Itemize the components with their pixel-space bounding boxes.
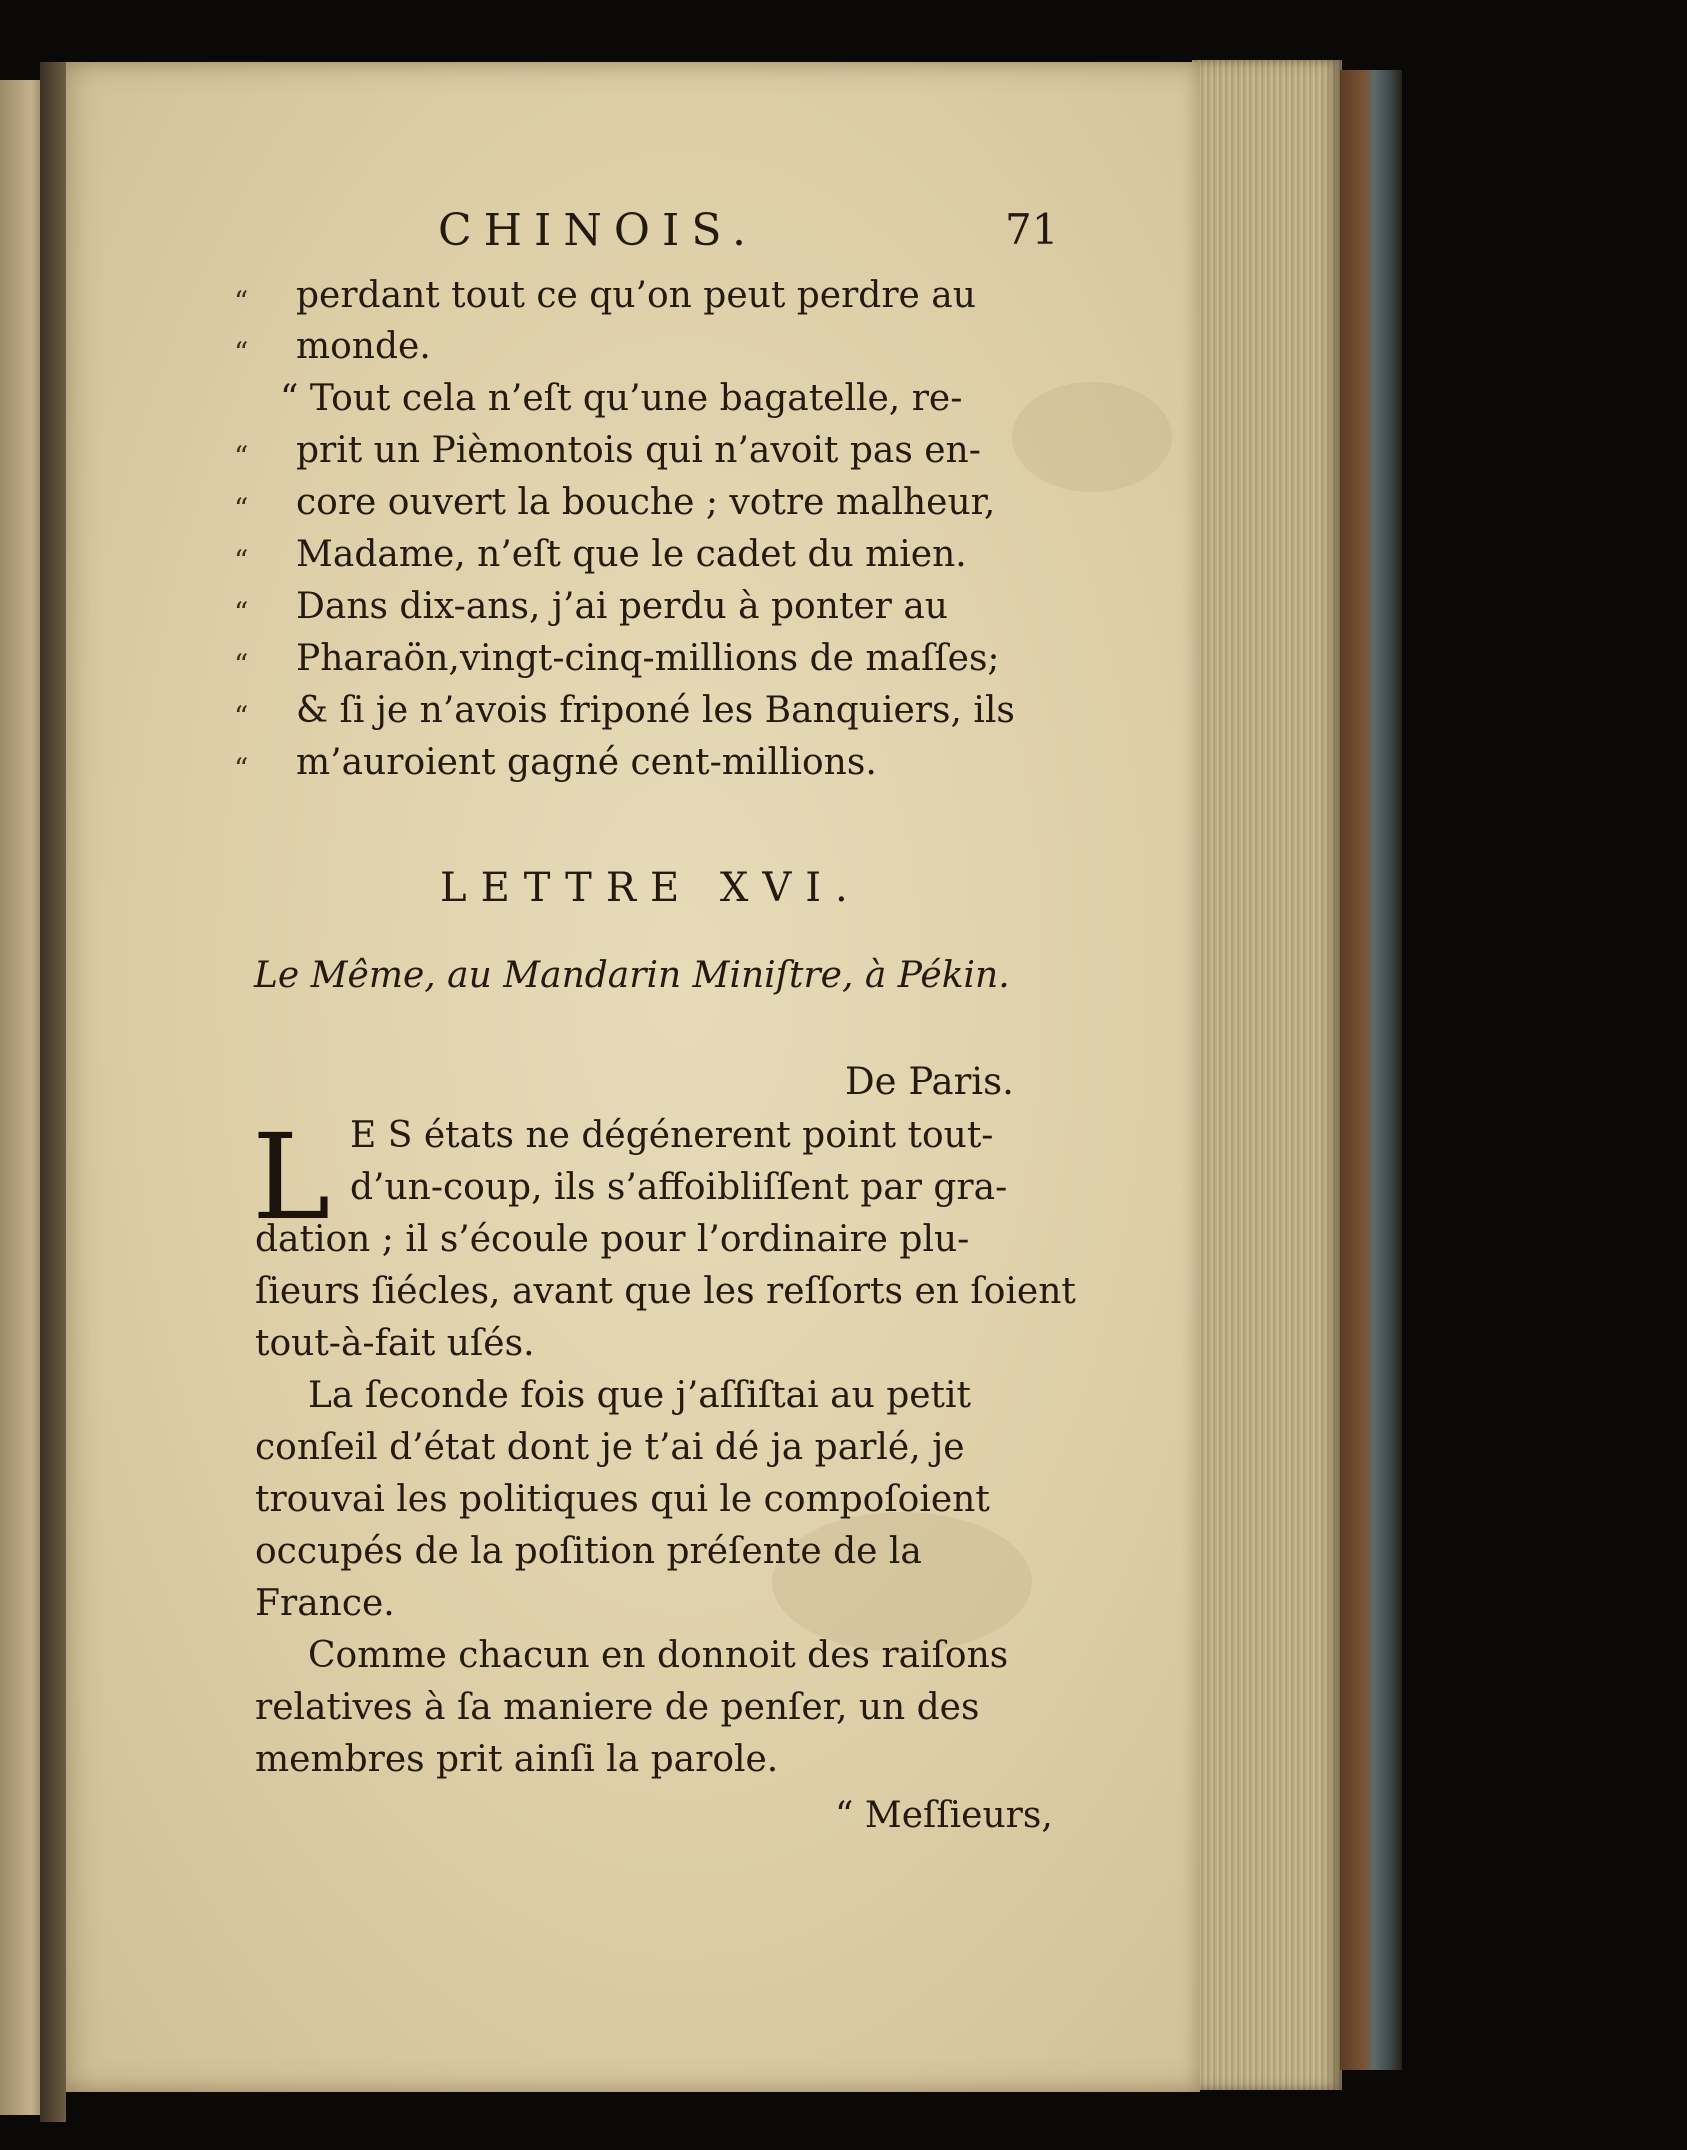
book-page xyxy=(52,62,1200,2092)
body-line: trouvai les politiques qui le compoſoient xyxy=(255,1479,990,1520)
quote-mark: “ xyxy=(234,648,249,681)
quote-mark: “ xyxy=(234,544,249,577)
body-line: tout-à-fait uſés. xyxy=(255,1323,535,1364)
catchword: “ Meſſieurs, xyxy=(835,1795,1053,1836)
quote-line: perdant tout ce qu’on peut perdre au xyxy=(296,275,976,316)
quote-mark: “ xyxy=(234,492,249,525)
quote-line: prit un Pièmontois qui n’avoit pas en- xyxy=(296,430,981,471)
body-line: France. xyxy=(255,1583,395,1624)
quote-line: & ſi je n’avois friponé les Banquiers, ils xyxy=(296,690,1015,731)
quote-mark: “ xyxy=(234,700,249,733)
body-line: occupés de la poſition préſente de la xyxy=(255,1531,922,1572)
quote-mark: “ xyxy=(234,440,249,473)
page-number: 71 xyxy=(1005,205,1059,254)
body-line: membres prit ainſi la parole. xyxy=(255,1739,779,1780)
paper-stain xyxy=(1012,382,1172,492)
body-line: Comme chacun en donnoit des raiſons xyxy=(308,1635,1009,1676)
body-line: La ſeconde fois que j’aſſiſtai au petit xyxy=(308,1375,971,1416)
quote-line: Madame, n’eſt que le cadet du mien. xyxy=(296,534,967,575)
body-line: d’un-coup, ils s’affoibliſſent par gra- xyxy=(350,1167,1008,1208)
quote-mark: “ xyxy=(234,752,249,785)
quote-mark: “ xyxy=(234,336,249,369)
page-edges xyxy=(1192,60,1342,2090)
gutter-shadow xyxy=(40,62,66,2122)
quote-line: Dans dix-ans, j’ai perdu à ponter au xyxy=(296,586,948,627)
drop-cap: L xyxy=(252,1108,331,1246)
quote-line: monde. xyxy=(296,326,431,367)
body-line: conſeil d’état dont je t’ai dé ja parlé, je xyxy=(255,1427,965,1468)
quote-line: core ouvert la bouche ; votre malheur, xyxy=(296,482,996,523)
quote-mark: “ xyxy=(234,285,249,318)
letter-heading: LETTRE XVI. xyxy=(440,865,862,911)
body-line: relatives à ſa maniere de penſer, un des xyxy=(255,1687,980,1728)
quote-mark: “ xyxy=(234,596,249,629)
leather-binding xyxy=(1340,70,1402,2070)
letter-place: De Paris. xyxy=(845,1060,1014,1103)
quote-line: Pharaön,vingt-cinq-millions de maſſes; xyxy=(296,638,1000,679)
letter-subheading: Le Même, au Mandarin Miniſtre, à Pékin. xyxy=(254,955,1010,996)
body-line: ſieurs ſiécles, avant que les reſſorts en ſoient xyxy=(255,1271,1076,1312)
body-line: dation ; il s’écoule pour l’ordinaire plu- xyxy=(255,1219,970,1260)
quote-line: “ Tout cela n’eſt qu’une bagatelle, re- xyxy=(280,378,963,419)
running-title: CHINOIS. xyxy=(438,205,758,256)
quote-line: m’auroient gagné cent-millions. xyxy=(296,742,877,783)
body-line: E S états ne dégénerent point tout- xyxy=(350,1115,994,1156)
